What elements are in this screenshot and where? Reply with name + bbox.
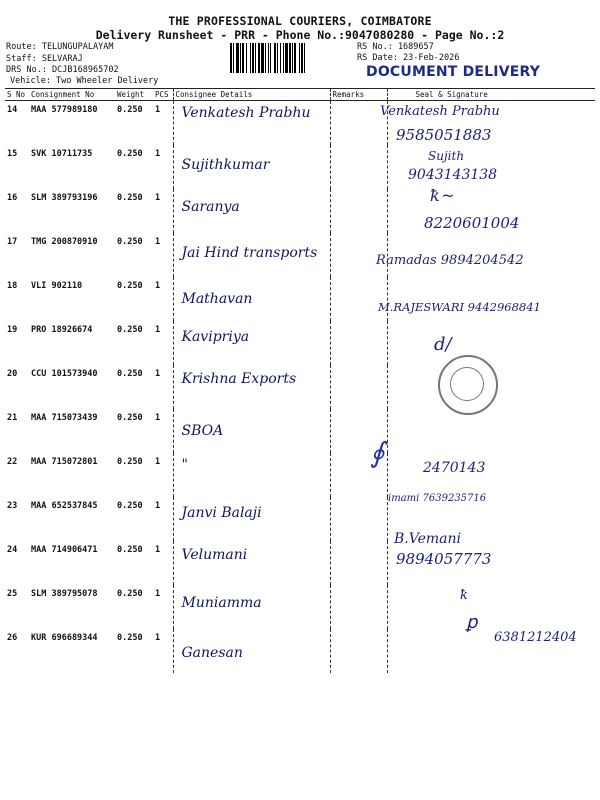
remarks-cell: [330, 365, 387, 409]
remarks-cell: [330, 277, 387, 321]
pcs-cell: 1: [155, 457, 161, 467]
consignment-cell: MAA 715072801: [31, 457, 98, 467]
pcs-cell: 1: [155, 545, 161, 555]
table-row: [5, 101, 595, 146]
remarks-cell: [330, 101, 387, 146]
consignee-handwriting: Krishna Exports: [181, 371, 297, 387]
signature-cell: [387, 409, 595, 453]
consignment-cell: VLI 902110: [31, 281, 83, 291]
phone-16: 8220601004: [424, 214, 520, 232]
consignee-cell: [173, 277, 330, 321]
signature-15: Sujith: [428, 149, 465, 163]
barcode: [230, 43, 352, 73]
signature-18: M.RAJESWARI 9442968841: [378, 300, 541, 314]
consignee-cell: [173, 145, 330, 189]
consignee-cell: [173, 629, 330, 673]
weight-cell: 0.250: [117, 589, 143, 599]
pcs-cell: 1: [155, 413, 161, 423]
weight-cell: 0.250: [117, 413, 143, 423]
company-title: THE PROFESSIONAL COURIERS, COIMBATORE: [168, 14, 432, 28]
drs-label: DRS No.: DCJB168965702: [6, 65, 119, 75]
table-row: [5, 321, 595, 365]
initials-16: ꝁ ~: [430, 186, 455, 205]
pcs-cell: 1: [155, 325, 161, 335]
signature-14: Venkatesh Prabhu: [380, 104, 500, 119]
consignee-handwriting: Jai Hind transports: [181, 245, 318, 261]
sno-cell: 21: [7, 413, 18, 423]
consignee-cell: [173, 189, 330, 233]
table-row: [5, 277, 595, 321]
sno-cell: 16: [7, 193, 18, 203]
consignment-cell: SLM 389793196: [31, 193, 98, 203]
pcs-cell: 1: [155, 633, 161, 643]
pcs-cell: 1: [155, 149, 161, 159]
consignment-cell: MAA 714906471: [31, 545, 98, 555]
weight-cell: 0.250: [117, 457, 143, 467]
weight-cell: 0.250: [117, 545, 143, 555]
consignee-handwriting: Kavipriya: [181, 329, 250, 345]
pcs-cell: 1: [155, 193, 161, 203]
consignment-cell: CCU 101573940: [31, 369, 98, 379]
weight-cell: 0.250: [117, 105, 143, 115]
pcs-cell: 1: [155, 589, 161, 599]
consignee-handwriting: Venkatesh Prabhu: [181, 105, 311, 121]
sno-cell: 23: [7, 501, 18, 511]
runsheet-table: [5, 88, 595, 660]
consignee-cell: [173, 101, 330, 146]
consignment-cell: SVK 10711735: [31, 149, 93, 159]
signature-24: B.Vemani: [394, 531, 461, 547]
sno-cell: 24: [7, 545, 18, 555]
pcs-cell: 1: [155, 281, 161, 291]
round-seal: [438, 355, 498, 415]
staff-label: Staff: SELVARAJ: [6, 54, 83, 64]
remarks-cell: [330, 189, 387, 233]
initials-26: ꝑ: [466, 612, 478, 633]
table-row: [5, 453, 595, 497]
remarks-cell: [330, 145, 387, 189]
consignment-cell: MAA 715073439: [31, 413, 98, 423]
col-consignee: Consignee Details: [173, 89, 330, 101]
col-remarks: Remarks: [330, 89, 387, 101]
weight-cell: 0.250: [117, 281, 143, 291]
weight-cell: 0.250: [117, 501, 143, 511]
consignee-cell: [173, 453, 330, 497]
pcs-cell: 1: [155, 501, 161, 511]
consignee-handwriting: Muniamma: [181, 595, 262, 611]
table-row: [5, 409, 595, 453]
consignee-handwriting: Saranya: [181, 199, 240, 215]
consignment-cell: SLM 389795078: [31, 589, 98, 599]
consignment-cell: PRO 18926674: [31, 325, 93, 335]
sno-cell: 14: [7, 105, 18, 115]
vehicle-label: Vehicle: Two Wheeler Delivery: [10, 76, 159, 86]
signature-17: Ramadas 9894204542: [376, 253, 524, 268]
consignee-handwriting: Janvi Balaji: [181, 505, 262, 521]
initials-19: d/: [434, 334, 452, 355]
consignment-cell: MAA 652537845: [31, 501, 98, 511]
phone-15: 9043143138: [408, 167, 498, 183]
weight-cell: 0.250: [117, 633, 143, 643]
table-row: [5, 145, 595, 189]
signature-cell: [387, 453, 595, 497]
pcs-cell: 1: [155, 369, 161, 379]
col-pcs: PCS: [153, 89, 173, 101]
route-label: Route: TELUNGUPALAYAM: [6, 42, 114, 52]
consignee-cell: [173, 409, 330, 453]
table-row: [5, 585, 595, 629]
phone-26: 6381212404: [494, 630, 577, 645]
consignee-handwriting: Mathavan: [181, 291, 253, 307]
consignee-cell: [173, 497, 330, 541]
signature-cell: [387, 321, 595, 365]
consignee-handwriting: Sujithkumar: [181, 157, 270, 173]
weight-cell: 0.250: [117, 237, 143, 247]
consignee-cell: [173, 233, 330, 277]
pcs-cell: 1: [155, 237, 161, 247]
table-row: [5, 541, 595, 585]
phone-24: 9894057773: [396, 550, 492, 568]
runsheet-subtitle: Delivery Runsheet - PRR - Phone No.:9047080280 - Page No.:2: [95, 28, 505, 42]
sno-cell: 15: [7, 149, 18, 159]
consignee-cell: [173, 321, 330, 365]
sno-cell: 26: [7, 633, 18, 643]
rs-date: RS Date: 23-Feb-2026: [357, 53, 460, 63]
consignment-cell: KUR 696689344: [31, 633, 98, 643]
table-row: [5, 365, 595, 409]
sno-cell: 22: [7, 457, 18, 467]
signature-cell: [387, 585, 595, 629]
phone-14: 9585051883: [396, 126, 492, 144]
remarks-cell: [330, 497, 387, 541]
col-consignment: Consignment No: [29, 89, 115, 101]
sno-cell: 25: [7, 589, 18, 599]
sno-cell: 18: [7, 281, 18, 291]
rs-number: RS No.: 1689657: [357, 42, 434, 52]
initials-25: ꝁ: [460, 588, 468, 603]
weight-cell: 0.250: [117, 149, 143, 159]
phone-22: 2470143: [423, 460, 486, 476]
weight-cell: 0.250: [117, 369, 143, 379]
signature-cell: [387, 277, 595, 321]
col-signature: Seal & Signature: [387, 89, 595, 101]
table-row: [5, 497, 595, 541]
consignment-cell: MAA 577989180: [31, 105, 98, 115]
remarks-cell: [330, 585, 387, 629]
document-delivery-stamp: DOCUMENT DELIVERY: [366, 64, 541, 80]
consignee-cell: [173, 541, 330, 585]
weight-cell: 0.250: [117, 325, 143, 335]
consignee-handwriting: Velumani: [181, 547, 248, 563]
consignee-handwriting: ": [181, 457, 188, 473]
scribble-22: ∮: [370, 436, 385, 469]
remarks-cell: [330, 321, 387, 365]
sno-cell: 20: [7, 369, 18, 379]
remarks-cell: [330, 629, 387, 673]
table-header-row: [5, 89, 595, 101]
sno-cell: 17: [7, 237, 18, 247]
consignee-cell: [173, 585, 330, 629]
sno-cell: 19: [7, 325, 18, 335]
col-weight: Weight: [115, 89, 153, 101]
weight-cell: 0.250: [117, 193, 143, 203]
pcs-cell: 1: [155, 105, 161, 115]
consignment-cell: TMG 200870910: [31, 237, 98, 247]
col-sno: S No: [5, 89, 29, 101]
consignee-handwriting: Ganesan: [181, 645, 243, 661]
remarks-cell: [330, 541, 387, 585]
signature-23: imami 7639235716: [388, 493, 487, 504]
consignee-handwriting: SBOA: [181, 423, 224, 439]
consignee-cell: [173, 365, 330, 409]
